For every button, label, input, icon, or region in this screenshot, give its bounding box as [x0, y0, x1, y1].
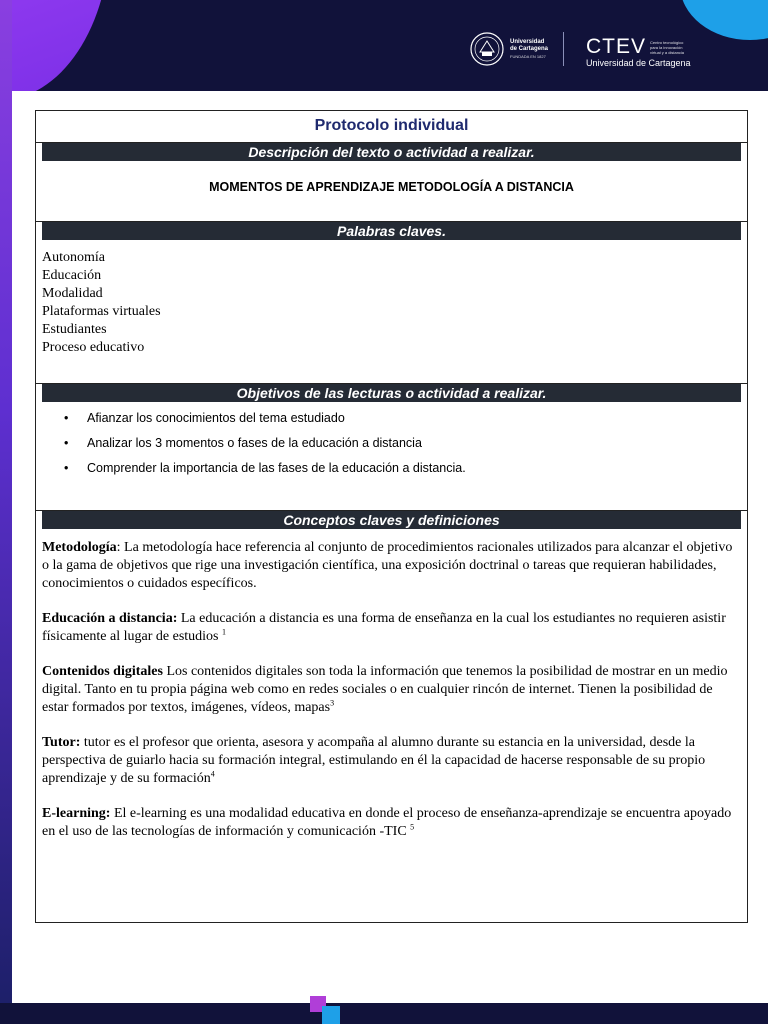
ctev-wordmark: CTEV [586, 35, 647, 58]
ctev-logo [586, 37, 691, 69]
description-text: MOMENTOS DE APRENDIZAJE METODOLOGÍA A DISTANCIA [209, 180, 574, 194]
concept-term: Metodología [42, 540, 117, 555]
udc-line1: Universidad [510, 38, 545, 45]
concept-term: E-learning: [42, 806, 111, 821]
blue-square-decoration [322, 1006, 340, 1024]
keyword-item: Autonomía [42, 250, 105, 265]
left-side-band [0, 0, 12, 1024]
concept-definition: Los contenidos digitales son toda la información que tenemos la posibilidad de mostrar en un medio digital. Tanto en tu propia página web como en redes sociales o en cualquier rincón de internet. Tienen la posibilidad de estar formados por textos, imágenes, vídeos, mapas [42, 664, 728, 715]
concept-paragraph: Metodología: La metodología hace referencia al conjunto de procedimientos racionales utilizados para alcanzar el objetivo o la gama de objetivos que rige una investigación científica, una exposición doctrinal o tareas que requieran habilidades, conocimientos o cuidados específicos. [42, 540, 733, 591]
objectives-section [36, 383, 747, 510]
objectives-list [36, 402, 747, 483]
concept-definition: La educación a distancia es una forma de enseñanza en la cual los estudiantes no requieren asistir físicamente al lugar de estudios [42, 611, 726, 644]
keyword-item: Plataformas virtuales [42, 304, 161, 319]
concepts-section [36, 510, 747, 922]
concept-definition: La metodología hace referencia al conjunto de procedimientos racionales utilizados para alcanzar el objetivo o la gama de objetivos que rige una investigación científica, una exposición doctrinal o tareas que requieran habilidades, conocimientos o cuidados específicos. [42, 540, 733, 591]
title-row [36, 111, 747, 142]
udc-line3: FUNDADA EN 1827 [510, 53, 546, 59]
concept-paragraph [42, 610, 738, 646]
description-heading: Descripción del texto o actividad a realizar. [42, 143, 741, 161]
keywords-heading: Palabras claves. [42, 222, 741, 240]
footnote-marker: 4 [210, 769, 215, 779]
concept-definition: tutor es el profesor que orienta, asesora y acompaña al alumno durante su estancia en la universidad, desde la perspectiva de guiarlo hacia su formación integral, estimulando en él la capacidad de hacerse responsable de su propio aprendizaje y de su formación [42, 735, 706, 786]
concepts-body [36, 529, 747, 841]
objectives-heading: Objetivos de las lecturas o actividad a realizar. [42, 384, 741, 402]
keyword-item: Estudiantes [42, 322, 107, 337]
udc-line2: de Cartagena [510, 45, 549, 52]
logo-divider [563, 32, 564, 66]
keywords-section [36, 221, 747, 383]
concept-paragraph [42, 663, 738, 717]
concept-definition: El e-learning es una modalidad educativa en donde el proceso de enseñanza-aprendizaje se encuentra apoyado en el uso de las tecnologías de información y comunicación -TIC [42, 806, 732, 839]
footnote-marker: 3 [330, 698, 335, 708]
concept-term: Educación a distancia: [42, 611, 178, 626]
objective-item: • Analizar los 3 momentos o fases de la educación a distancia [64, 433, 747, 458]
ctev-subtitle: Universidad de Cartagena [586, 58, 691, 68]
purple-decoration [0, 0, 110, 91]
concept-term: Tutor: [42, 735, 81, 750]
concepts-heading: Conceptos claves y definiciones [42, 511, 741, 529]
description-section [36, 142, 747, 221]
header-band [0, 0, 768, 91]
keyword-item: Modalidad [42, 286, 103, 301]
universidad-de-cartagena-logo [470, 32, 548, 66]
objective-item: • Comprender la importancia de las fases de la educación a distancia. [64, 458, 747, 483]
concept-term: Contenidos digitales [42, 664, 163, 679]
university-seal-icon [470, 32, 504, 66]
concept-paragraph [42, 805, 738, 841]
footnote-marker: 5 [410, 822, 415, 832]
concept-paragraph [42, 734, 738, 788]
blue-decoration [680, 0, 768, 40]
ctev-tagline: Centro tecnológico para la innovación virtual y a distancia [650, 39, 685, 55]
keywords-list [36, 240, 747, 357]
document-title: Protocolo individual [314, 117, 469, 134]
objective-item: • Afianzar los conocimientos del tema estudiado [64, 408, 747, 433]
footnote-marker: 1 [222, 627, 226, 637]
keyword-item: Educación [42, 268, 102, 283]
footer-band [0, 1003, 768, 1024]
keyword-item: Proceso educativo [42, 340, 145, 355]
protocol-table [35, 110, 748, 923]
